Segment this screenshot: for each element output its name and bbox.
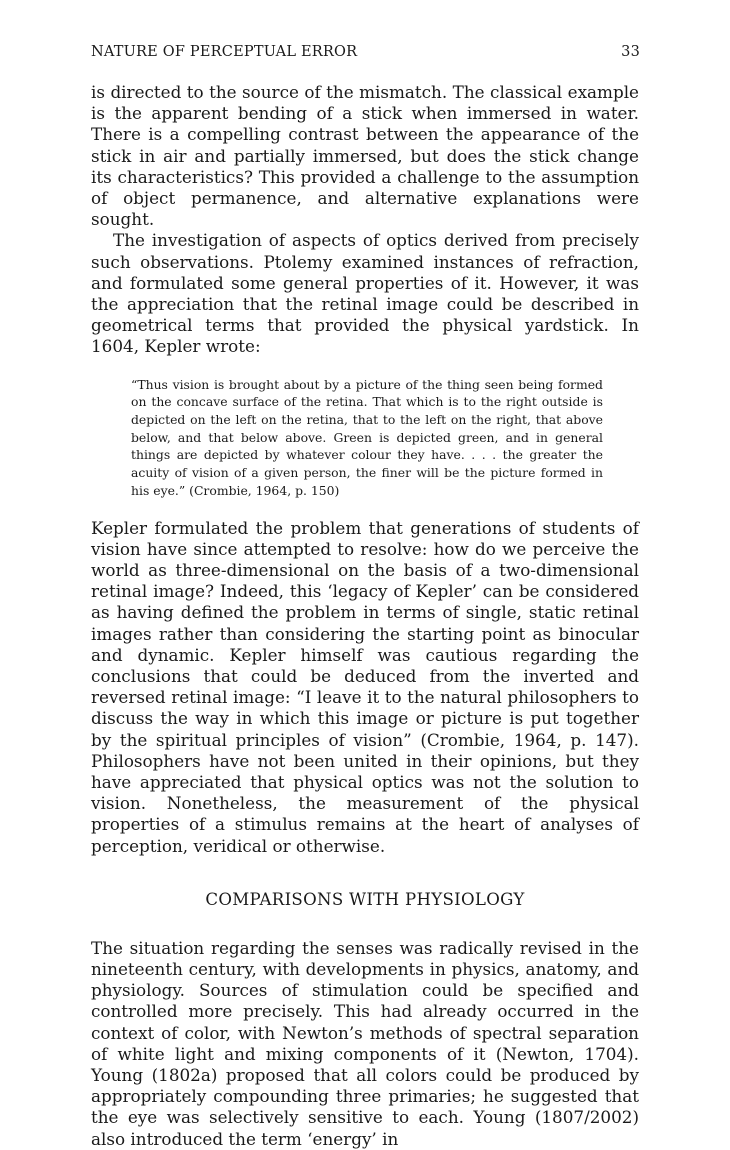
page-body — [91, 82, 639, 1150]
section-heading: COMPARISONS WITH PHYSIOLOGY — [205, 889, 525, 909]
running-head — [91, 44, 640, 66]
paragraph: The investigation of aspects of optics derived from precisely such observations. Ptolemy examined instances of refraction, and formulated some general properties of it. However, it was the appreciation that the retinal image could be described in geometrical terms that provided the physical yardstick. In 1604, Kepler wrote: — [91, 230, 639, 357]
paragraph: is directed to the source of the mismatch. The classical example is the apparent bending of a stick when immersed in water. There is a compelling contrast between the appearance of the stick in air and partially immersed, but does the stick change its characteristics? This provided a challenge to the assumption of object permanence, and alternative explanations were sought. — [91, 82, 639, 230]
paragraph: The situation regarding the senses was radically revised in the nineteenth century, with developments in physics, anatomy, and physiology. Sources of stimulation could be specified and controlled more precisely. This had already occurred in the context of color, with Newton’s methods of spectral separation of white light and mixing components of it (Newton, 1704). Young (1802a) proposed that all colors could be produced by appropriately compounding three primaries; he suggested that the eye was selectively sensitive to each. Young (1807/2002) also introduced the term ‘energy’ in — [91, 937, 639, 1149]
block-quote: “Thus vision is brought about by a picture of the thing seen being formed on the concave surface of the retina. That which is to the right outside is depicted on the left on the retina, that to the left on the right, that above below, and that below above. Green is depicted green, and in general things are depicted by whatever colour they have. . . . the greater the acuity of vision of a given person, the finer will be the picture formed in his eye.” (Crombie, 1964, p. 150) — [131, 376, 603, 498]
running-head-title: NATURE OF PERCEPTUAL ERROR — [91, 44, 358, 60]
paragraph: Kepler formulated the problem that generations of students of vision have since attempted to resolve: how do we perceive the world as three-dimensional on the basis of a two-dimensional retinal image? Indeed, this ‘legacy of Kepler’ can be considered as having defined the problem in terms of single, static retinal images rather than considering the starting point as binocular and dynamic. Kepler himself was cautious regarding the conclusions that could be deduced from the inverted and reversed retinal image: “I leave it to the natural philosophers to discuss the way in which this image or picture is put together by the spiritual principles of vision” (Crombie, 1964, p. 147). Philosophers have not been united in their opinions, but they have appreciated that physical optics was not the solution to vision. Nonetheless, the measurement of the physical properties of a stimulus remains at the heart of analyses of perception, veridical or otherwise. — [91, 517, 639, 856]
page-number: 33 — [621, 44, 640, 60]
